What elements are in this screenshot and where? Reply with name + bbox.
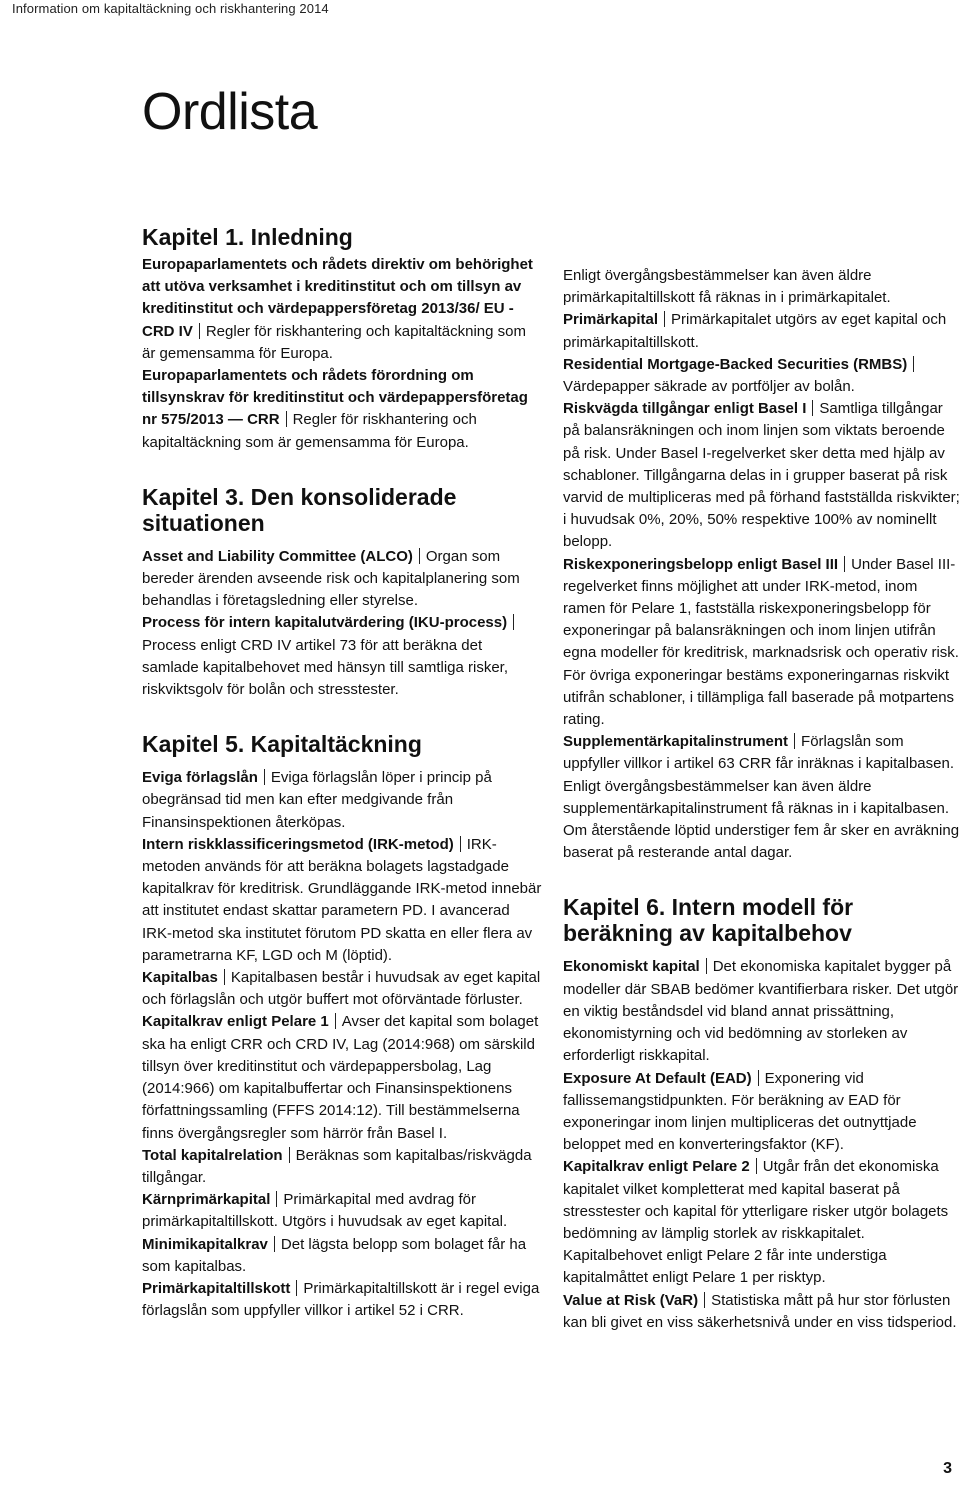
glossary-entry: [142, 834, 542, 967]
page-number: 3: [943, 1460, 952, 1477]
glossary-definition: IRK-metoden används för att beräkna bolagets lagstadgade kapitalkrav för kreditrisk. Grundläggande IRK-metod innebär att institutet endast skattar parametern PD. I avancerad IRK-metod ska institutet förutom PD skatta en eller flera av parametrarna KF, LGD och M (löptid).: [142, 835, 542, 964]
term-divider: [513, 614, 514, 630]
glossary-entry: [563, 731, 960, 864]
term-divider: [296, 1280, 297, 1296]
glossary-definition: Avser det kapital som bolaget ska ha enligt CRR och CRD IV, Lag (2014:968) om särskild tillsyn över kreditinstitut och värdepappersbolag, Lag (2014:966) om kapitalbuffertar och Finansinspektionens författningssamling (FFFS 2014:12). Till bestämmelserna finns övergångsregler som härrör från Basel I.: [142, 1013, 539, 1142]
glossary-definition: Primärkapitaltillskott är i regel eviga förlagslån som uppfyller villkor i artikel 52 i CRR.: [142, 1279, 540, 1320]
glossary-definition: Det ekonomiska kapitalet bygger på modeller där SBAB bedömer kvantifierbara risker. Det utgör en viktig beståndsdel vid bland annat prissättning, ekonomistyrning och vid bedömning av storleken av erforderligt riskkapital.: [563, 958, 959, 1065]
term-divider: [274, 1236, 275, 1252]
glossary-term: Ekonomiskt kapital: [563, 958, 700, 976]
term-divider: [794, 733, 795, 749]
glossary-term: Minimikapitalkrav: [142, 1235, 268, 1253]
term-divider: [913, 356, 914, 372]
term-divider: [706, 958, 707, 974]
glossary-entry: [142, 1278, 542, 1322]
glossary-entry: [563, 309, 960, 353]
glossary-term: Riskexponeringsbelopp enligt Basel III: [563, 555, 839, 573]
glossary-definition: Det lägsta belopp som bolaget får ha som kapitalbas.: [142, 1235, 527, 1275]
glossary-term: Total kapitalrelation: [142, 1146, 283, 1164]
glossary-definition: Primärkapital med avdrag för primärkapitaltillskott. Utgörs i huvudsak av eget kapital.: [142, 1191, 508, 1231]
glossary-definition: Samtliga tillgångar på balansräkningen och inom linjen som viktats beroende på risk. Under Basel I-regelverket sker detta med hjälp av schabloner. Tillgångarna delas in i grupper baserat på risk varvid de multipliceras med på förhand fastställda riskvikter; i huvudsak 0%, 20%, 50% respektive 100% av nominellt belopp.: [563, 400, 960, 551]
glossary-definition: Under Basel III-regelverket finns möjlighet att under IRK-metod, inom ramen för Pelare 1, fastställa riskexponeringsbelopp för exponeringar på balansräkningen och inom linjen utifrån egna modeller för kreditrisk, marknadsrisk och operativ risk. För övriga exponeringar bestäms exponeringarnas riskvikt utifrån schabloner, i tillämpliga fall baserade på motpartens rating.: [563, 555, 959, 729]
term-divider: [199, 323, 200, 339]
glossary-entry: [142, 546, 542, 613]
glossary-entry: [142, 612, 542, 701]
glossary-term: Primärkapitaltillskott: [142, 1279, 291, 1297]
glossary-term: Eviga förlagslån: [142, 769, 258, 787]
glossary-entry: [563, 398, 960, 553]
glossary-term: Kapitalbas: [142, 969, 218, 987]
glossary-definition: Regler för riskhantering och kapitaltäckning som är gemensamma för Europa.: [142, 322, 526, 362]
glossary-entry: [142, 1189, 542, 1233]
glossary-entry: [563, 554, 960, 732]
right-column: [563, 265, 960, 1334]
term-divider: [335, 1013, 336, 1029]
glossary-entry: [142, 767, 542, 834]
glossary-definition: Organ som bereder ärenden avseende risk och kapitalplanering som behandlas i företagsledning eller styrelse.: [142, 547, 520, 610]
chapter-heading: Kapitel 6. Intern modell för beräkning av kapitalbehov: [563, 894, 854, 947]
glossary-definition: Beräknas som kapitalbas/riskvägda tillgångar.: [142, 1146, 532, 1186]
term-divider: [704, 1292, 705, 1308]
glossary-term: Europaparlamentets och rådets direktiv om behörighet att utöva verksamhet i kreditinstitut och om tillsyn av kreditinstitut och värdepappersföretag 2013/36/ EU - CRD IV: [142, 256, 533, 340]
glossary-term: Intern riskklassificeringsmetod (IRK-metod): [142, 835, 454, 853]
glossary-entry: [563, 1068, 960, 1157]
left-column: [142, 224, 542, 1322]
running-header: Information om kapitaltäckning och riskhantering 2014: [12, 1, 329, 16]
glossary-entry: [563, 1290, 960, 1334]
glossary-term: Value at Risk (VaR): [563, 1291, 699, 1309]
glossary-term: Residential Mortgage-Backed Securities (RMBS): [563, 355, 908, 373]
term-divider: [812, 400, 813, 416]
glossary-term: Kärnprimärkapital: [142, 1191, 271, 1209]
glossary-term: Riskvägda tillgångar enligt Basel I: [563, 400, 807, 418]
glossary-definition: Kapitalbasen består i huvudsak av eget kapital och förlagslån och utgör buffert mot oförväntade förluster.: [142, 969, 541, 1009]
term-divider: [460, 836, 461, 852]
term-divider: [276, 1191, 277, 1207]
glossary-term: Exposure At Default (EAD): [563, 1069, 752, 1087]
glossary-entry: [142, 1145, 542, 1189]
glossary-term: Kapitalkrav enligt Pelare 1: [142, 1013, 329, 1031]
glossary-definition: Utgår från det ekonomiska kapitalet vilket kompletterat med kapital baserat på stresstester och kapital för ytterligare risker utgör bolagets bedömning av lämplig storlek av riskkapitalet. Kapitalbehovet enligt Pelare 2 får inte understiga kapitalmåttet enligt Pelare 1 per risktyp.: [563, 1158, 949, 1287]
term-divider: [264, 769, 265, 785]
page-title: Ordlista: [142, 83, 318, 141]
term-divider: [419, 548, 420, 564]
glossary-entry: [142, 365, 542, 454]
chapter-heading: Kapitel 1. Inledning: [142, 224, 353, 250]
term-divider: [224, 969, 225, 985]
chapter-heading: Kapitel 3. Den konsoliderade situationen: [142, 483, 457, 536]
glossary-term: Kapitalkrav enligt Pelare 2: [563, 1158, 750, 1176]
term-divider: [664, 311, 665, 327]
glossary-definition: Förlagslån som uppfyller villkor i artikel 63 CRR får inräknas i kapitalbasen. Enligt övergångsbestämmelser kan även äldre supplementärkapitalinstrument få räknas in i kapitalbasen. Om återstående löptid understiger fem år sker en avräkning baserat på resterande antal dagar.: [563, 733, 960, 862]
glossary-definition: Eviga förlagslån löper i princip på obegränsad tid men kan efter medgivande från Finansinspektionen återköpas.: [142, 769, 492, 831]
glossary-term: Primärkapital: [563, 311, 659, 329]
glossary-definition: Värdepapper säkrade av portföljer av bolån.: [563, 378, 855, 396]
chapter-heading: Kapitel 5. Kapitaltäckning: [142, 731, 422, 758]
glossary-definition: Primärkapitalet utgörs av eget kapital och primärkapitaltillskott.: [563, 311, 947, 351]
glossary-entry: [563, 1156, 960, 1289]
glossary-definition: Process enligt CRD IV artikel 73 för att beräkna det samlade kapitalbehovet med hänsyn till samtliga risker, riskviktsgolv för bolån och stresstester.: [142, 636, 509, 699]
glossary-term: Asset and Liability Committee (ALCO): [142, 547, 413, 565]
term-divider: [758, 1070, 759, 1086]
term-divider: [844, 556, 845, 572]
term-divider: [286, 411, 287, 427]
glossary-entry: [142, 967, 542, 1011]
glossary-term: Supplementärkapitalinstrument: [563, 733, 789, 751]
term-divider: [289, 1147, 290, 1163]
glossary-entry: [142, 254, 542, 365]
glossary-entry: [142, 1234, 542, 1278]
glossary-term: Process för intern kapitalutvärdering (IKU-process): [142, 614, 508, 632]
glossary-entry: [142, 1011, 542, 1144]
glossary-entry: [563, 956, 960, 1067]
glossary-term: Europaparlamentets och rådets förordning om tillsynskrav för kreditinstitut och värdepappersföretag nr 575/2013 — CRR: [142, 367, 528, 429]
glossary-definition: Exponering vid fallissemangstidpunkten. För beräkning av EAD för exponeringar inom linjen multipliceras det outnyttjade beloppet med en konverteringsfaktor (KF).: [563, 1069, 917, 1154]
continued-text: Enligt övergångsbestämmelser kan även äldre primärkapitaltillskott få räknas in i primärkapitalet.: [563, 267, 891, 307]
glossary-entry: [563, 354, 960, 398]
glossary-definition: Regler för riskhantering och kapitaltäckning som är gemensamma för Europa.: [142, 411, 477, 451]
glossary-definition: Statistiska mått på hur stor förlusten kan bli givet en viss säkerhetsnivå under en viss tidsperiod.: [563, 1291, 957, 1331]
term-divider: [756, 1158, 757, 1174]
